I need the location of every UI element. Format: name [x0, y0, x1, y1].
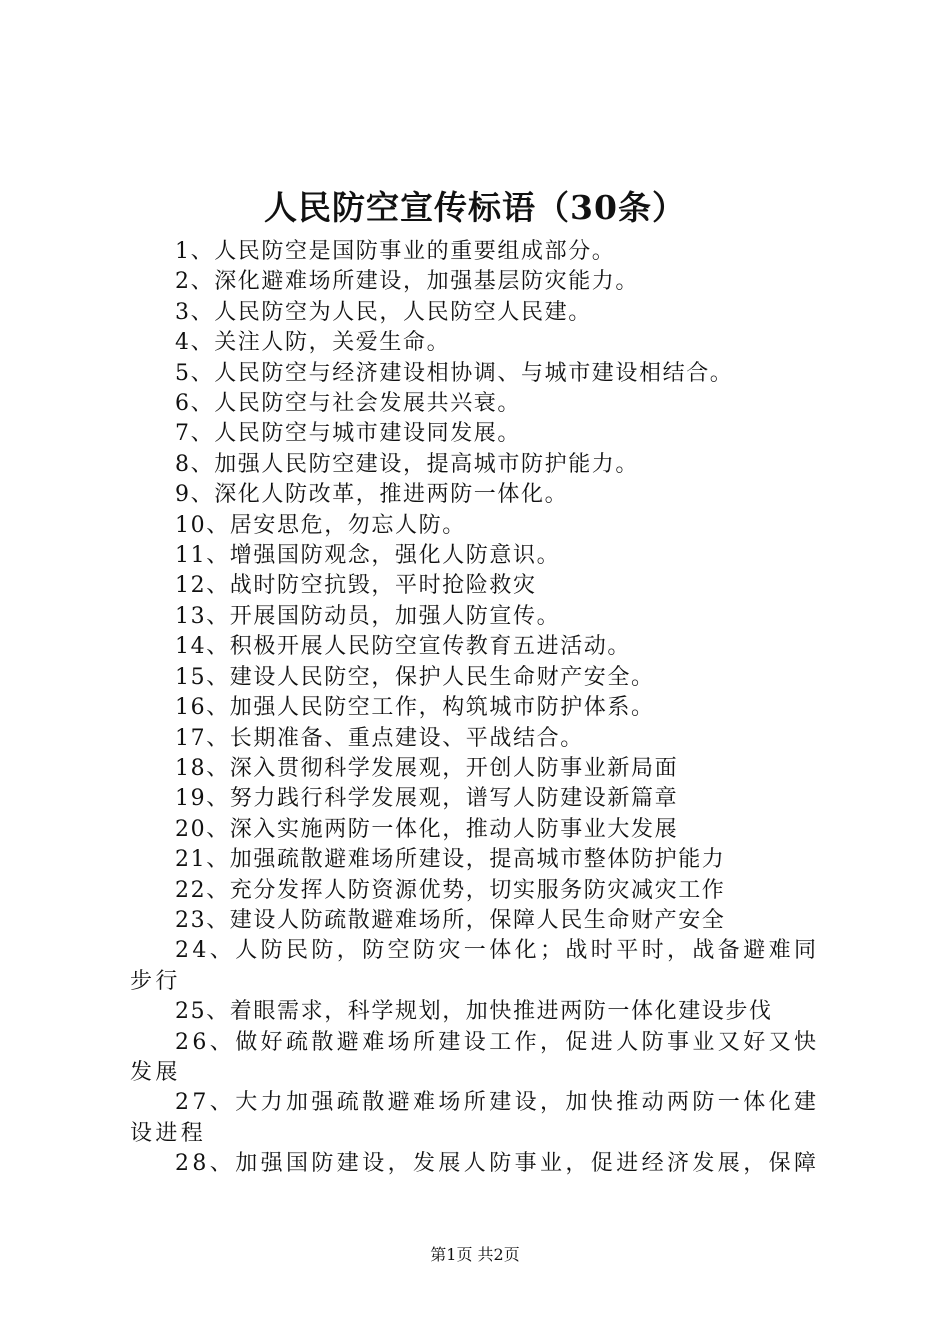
list-item: 27、大力加强疏散避难场所建设，加快推动两防一体化建设进程 — [130, 1090, 820, 1146]
list-item: 22、充分发挥人防资源优势，切实服务防灾减灾工作 — [175, 877, 726, 903]
list-item: 18、深入贯彻科学发展观，开创人防事业新局面 — [175, 755, 679, 781]
list-item: 7、人民防空与城市建设同发展。 — [175, 421, 521, 447]
list-item: 25、着眼需求，科学规划，加快推进两防一体化建设步伐 — [175, 999, 773, 1025]
list-item: 1、人民防空是国防事业的重要组成部分。 — [175, 239, 616, 264]
list-item: 2、深化避难场所建设，加强基层防灾能力。 — [175, 269, 639, 295]
list-item: 4、关注人防，关爱生命。 — [175, 330, 451, 356]
list-item: 26、做好疏散避难场所建设工作，促进人防事业又好又快发展 — [130, 1029, 820, 1085]
list-item: 3、人民防空为人民，人民防空人民建。 — [175, 299, 592, 325]
list-item: 10、居安思危，勿忘人防。 — [175, 512, 466, 538]
list-item: 24、人防民防，防空防灾一体化；战时平时，战备避难同步行 — [130, 938, 820, 994]
list-item: 11、增强国防观念，强化人防意识。 — [175, 543, 561, 569]
page-footer: 第1页 共2页 — [430, 1245, 520, 1264]
list-item: 19、努力践行科学发展观，谱写人防建设新篇章 — [175, 786, 679, 812]
slogan-list — [130, 237, 835, 1180]
list-item: 6、人民防空与社会发展共兴衰。 — [175, 391, 521, 417]
list-item: 5、人民防空与经济建设相协调、与城市建设相结合。 — [175, 360, 734, 386]
list-item: 9、深化人防改革，推进两防一体化。 — [175, 482, 569, 508]
document-title: 人民防空宣传标语（30条） — [264, 188, 686, 227]
list-item: 13、开展国防动员，加强人防宣传。 — [175, 603, 561, 629]
list-item: 23、建设人防疏散避难场所，保障人民生命财产安全 — [175, 907, 726, 933]
list-item: 20、深入实施两防一体化，推动人防事业大发展 — [175, 816, 679, 842]
list-item: 8、加强人民防空建设，提高城市防护能力。 — [175, 451, 639, 477]
list-item: 28、加强国防建设，发展人防事业，促进经济发展，保障 — [175, 1151, 820, 1177]
list-item: 17、长期准备、重点建设、平战结合。 — [175, 725, 584, 751]
list-item: 21、加强疏散避难场所建设，提高城市整体防护能力 — [175, 847, 726, 873]
list-item: 16、加强人民防空工作，构筑城市防护体系。 — [175, 695, 655, 721]
list-item: 12、战时防空抗毁，平时抢险救灾 — [175, 573, 537, 599]
list-item: 14、积极开展人民防空宣传教育五进活动。 — [175, 634, 631, 660]
list-item: 15、建设人民防空，保护人民生命财产安全。 — [175, 664, 655, 690]
